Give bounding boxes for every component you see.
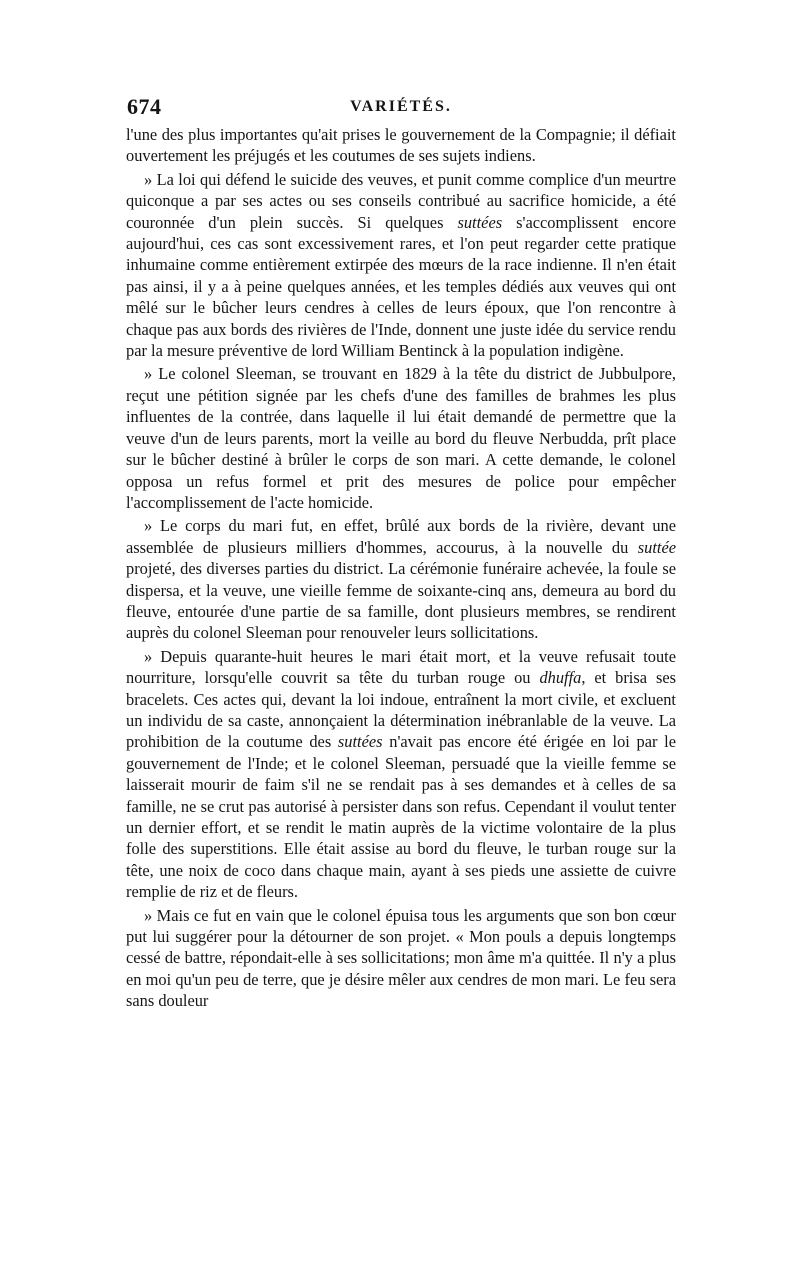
paragraph-6: [126, 905, 676, 1012]
paragraph-5: [126, 646, 676, 903]
page-number: 674: [127, 94, 162, 119]
paragraph-4-text-a: » Le corps du mari fut, en effet, brûlé aux bords de la rivière, devant une assemblée de plusieurs milliers d'hommes, accourus, à la nouvelle du: [126, 516, 676, 557]
italic-term-dhuffa: dhuffa: [539, 668, 582, 688]
page-header: [127, 94, 675, 124]
paragraph-4-text-b: projeté, des diverses parties du district. La cérémonie funéraire achevée, la foule se dispersa, et la veuve, une vieille femme de soixante-cinq ans, demeura au bord du fleuve, entourée d'une partie de sa famille, dont plusieurs membres, se rendirent auprès du colonel Sleeman pour renouveler leurs sollicitations.: [126, 559, 676, 643]
paragraph-1-text: l'une des plus importantes qu'ait prises le gouvernement de la Compagnie; il défiait ouvertement les préjugés et les coutumes de ses sujets indiens.: [126, 125, 676, 166]
paragraph-3: [126, 363, 676, 513]
italic-term-suttees: suttées: [457, 212, 503, 232]
italic-term-suttees-2: suttées: [337, 732, 383, 752]
italic-term-suttee: suttée: [637, 537, 676, 557]
paragraph-4: [126, 515, 676, 643]
paragraph-2-text-a: » La loi qui défend le suicide des veuves, et punit comme complice d'un meurtre quiconque a par ses actes ou ses conseils contribué au sacrifice homicide, a été couronnée d'un plein succès. Si quelques: [126, 169, 676, 232]
body-text: [126, 124, 676, 1012]
paragraph-3-text: » Le colonel Sleeman, se trouvant en 1829 à la tête du district de Jubbulpore, reçut une pétition signée par les chefs d'une des familles de brahmes les plus influentes de la contrée, dans laquelle il lui était demandé de permettre que la veuve d'un de leurs parents, mort la veille au bord du fleuve Nerbudda, prît place sur le bûcher destiné à brûler le corps de son mari. A cette demande, le colonel opposa un refus formel et prit des mesures de police pour empêcher l'accomplissement de l'acte homicide.: [126, 364, 676, 512]
paragraph-5-text-c: n'avait pas encore été érigée en loi par le gouvernement de l'Inde; et le colonel Sleeman, persuadé que la vieille femme se laisserait mourir de faim s'il ne se rendait pas à ses demandes et à celles de sa famille, ne se crut pas autorisé à persister dans son refus. Cependant il voulut tenter un dernier effort, et se rendit le matin auprès de la victime volontaire de la plus folle des superstitions. Elle était assise au bord du fleuve, le turban rouge sur la tête, une noix de coco dans chaque main, ayant à ses pieds une assiette de cuivre remplie de riz et de fleurs.: [126, 732, 677, 902]
paragraph-5-text-a: » Depuis quarante-huit heures le mari était mort, et la veuve refusait toute nourriture, lorsqu'elle couvrit sa tête du turban rouge ou: [126, 646, 676, 688]
paragraph-2: [126, 169, 676, 362]
paragraph-5-text-b: , et brisa ses bracelets. Ces actes qui, devant la loi indoue, entraînent la mort civile, et excluent un individu de sa caste, annonçaient la détermination inébranlable de la veuve. La prohibition de la coutume des: [126, 668, 676, 752]
running-head: VARIÉTÉS.: [350, 98, 452, 115]
paragraph-2-text-b: s'accomplissent encore aujourd'hui, ces cas sont excessivement rares, et l'on peut regarder cette pratique inhumaine comme entièrement extirpée des mœurs de la race indienne. Il n'en était pas ainsi, il y a à peine quelques années, et les temples dédiés aux veuves qui ont mêlé sur le bûcher leurs cendres à celles de leurs époux, que l'on rencontre à chaque pas aux bords des rivières de l'Inde, donnent une juste idée du service rendu par la mesure préventive de lord William Bentinck à la population indigène.: [126, 212, 676, 361]
paragraph-6-text: » Mais ce fut en vain que le colonel épuisa tous les arguments que son bon cœur put lui suggérer pour la détourner de son projet. « Mon pouls a depuis longtemps cessé de battre, répondait-elle à ses sollicitations; mon âme m'a quittée. Il n'y a plus en moi qu'un peu de terre, que je désire mêler aux cendres de mon mari. Le feu sera sans douleur: [126, 905, 676, 1011]
paragraph-1: [126, 124, 676, 167]
